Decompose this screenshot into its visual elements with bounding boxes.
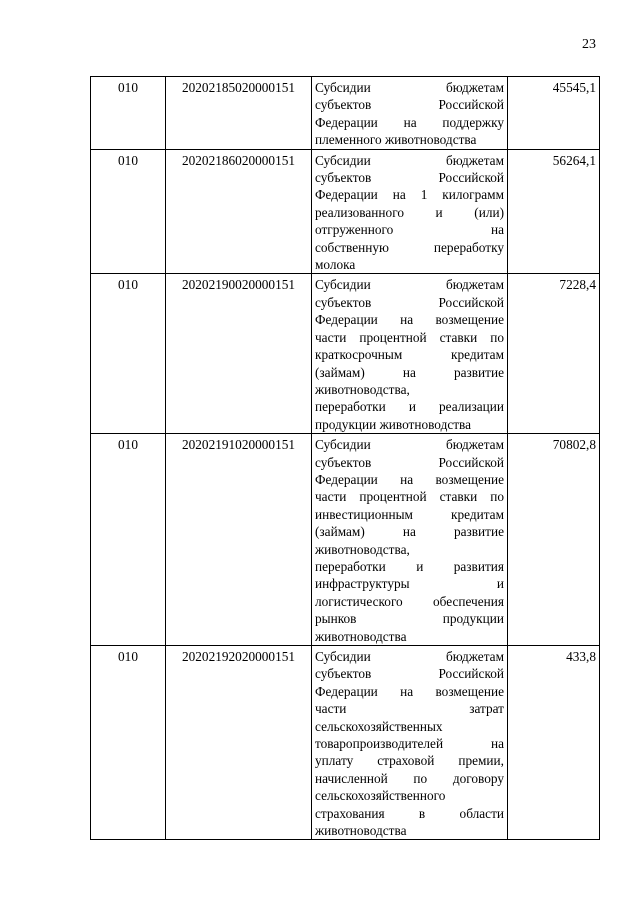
amount-cell: 56264,1 (508, 149, 600, 274)
description-line: (займам) на развитие (315, 364, 504, 380)
description-line: субъектов Российской (315, 170, 504, 186)
description-line: части процентной ставки по (315, 329, 504, 345)
description-line: инвестиционным кредитам (315, 506, 504, 522)
description-line: Субсидии бюджетам (315, 277, 504, 293)
admin-code-cell: 010 (91, 434, 166, 646)
description-line: Федерации на 1 килограмм (315, 187, 504, 203)
description-line: животноводства (315, 628, 407, 644)
description-line: отгруженного на (315, 222, 504, 238)
description-line: Федерации на возмещение (315, 471, 504, 487)
table-body (91, 77, 600, 840)
description-line: части затрат (315, 701, 504, 717)
description-line: животноводства, (315, 541, 410, 557)
budget-code-cell: 20202191020000151 (166, 434, 312, 646)
description-line: сельскохозяйственного (315, 788, 446, 804)
table-row (91, 274, 600, 434)
description-line: уплату страховой премии, (315, 753, 504, 769)
budget-code-cell: 20202186020000151 (166, 149, 312, 274)
admin-code-cell: 010 (91, 77, 166, 150)
amount-cell: 7228,4 (508, 274, 600, 434)
description-line: собственную переработку (315, 239, 504, 255)
table-row (91, 149, 600, 274)
admin-code-cell: 010 (91, 274, 166, 434)
description-line: Субсидии бюджетам (315, 437, 504, 453)
description-line: молока (315, 257, 356, 273)
amount-cell: 70802,8 (508, 434, 600, 646)
table-row (91, 434, 600, 646)
description-line: Федерации на возмещение (315, 312, 504, 328)
description-cell (312, 274, 508, 434)
budget-code-cell: 20202190020000151 (166, 274, 312, 434)
description-line: Федерации на возмещение (315, 683, 504, 699)
description-line: части процентной ставки по (315, 489, 504, 505)
description-line: племенного животноводства (315, 132, 477, 148)
description-line: Субсидии бюджетам (315, 80, 504, 95)
description-cell (312, 434, 508, 646)
description-line: животноводства, (315, 381, 410, 397)
description-line: краткосрочным кредитам (315, 347, 504, 363)
description-line: товаропроизводителей на (315, 736, 504, 752)
description-line: переработки и реализации (315, 399, 504, 415)
description-line: субъектов Российской (315, 294, 504, 310)
description-line: рынков продукции (315, 611, 504, 627)
description-line: начисленной по договору (315, 770, 504, 786)
description-cell (312, 149, 508, 274)
description-line: субъектов Российской (315, 97, 504, 113)
description-line: Субсидии бюджетам (315, 152, 504, 168)
description-line: субъектов Российской (315, 666, 504, 682)
description-line: Федерации на поддержку (315, 114, 504, 130)
admin-code-cell: 010 (91, 646, 166, 840)
description-line: продукции животноводства (315, 416, 472, 432)
table-row (91, 77, 600, 150)
table-row (91, 646, 600, 840)
description-line: переработки и развития (315, 558, 504, 574)
description-line: страхования в области (315, 805, 504, 821)
budget-code-cell: 20202185020000151 (166, 77, 312, 150)
description-line: инфраструктуры и (315, 576, 504, 592)
description-cell (312, 646, 508, 840)
budget-code-cell: 20202192020000151 (166, 646, 312, 840)
description-line: субъектов Российской (315, 454, 504, 470)
description-line: животноводства (315, 823, 407, 839)
page-number: 23 (582, 37, 596, 52)
amount-cell: 45545,1 (508, 77, 600, 150)
description-line: (займам) на развитие (315, 524, 504, 540)
amount-cell: 433,8 (508, 646, 600, 840)
description-line: сельскохозяйственных (315, 718, 443, 734)
description-line: логистического обеспечения (315, 593, 504, 609)
admin-code-cell: 010 (91, 149, 166, 274)
description-line: Субсидии бюджетам (315, 649, 504, 664)
budget-table (90, 76, 600, 840)
description-cell (312, 77, 508, 150)
description-line: реализованного и (или) (315, 204, 504, 220)
